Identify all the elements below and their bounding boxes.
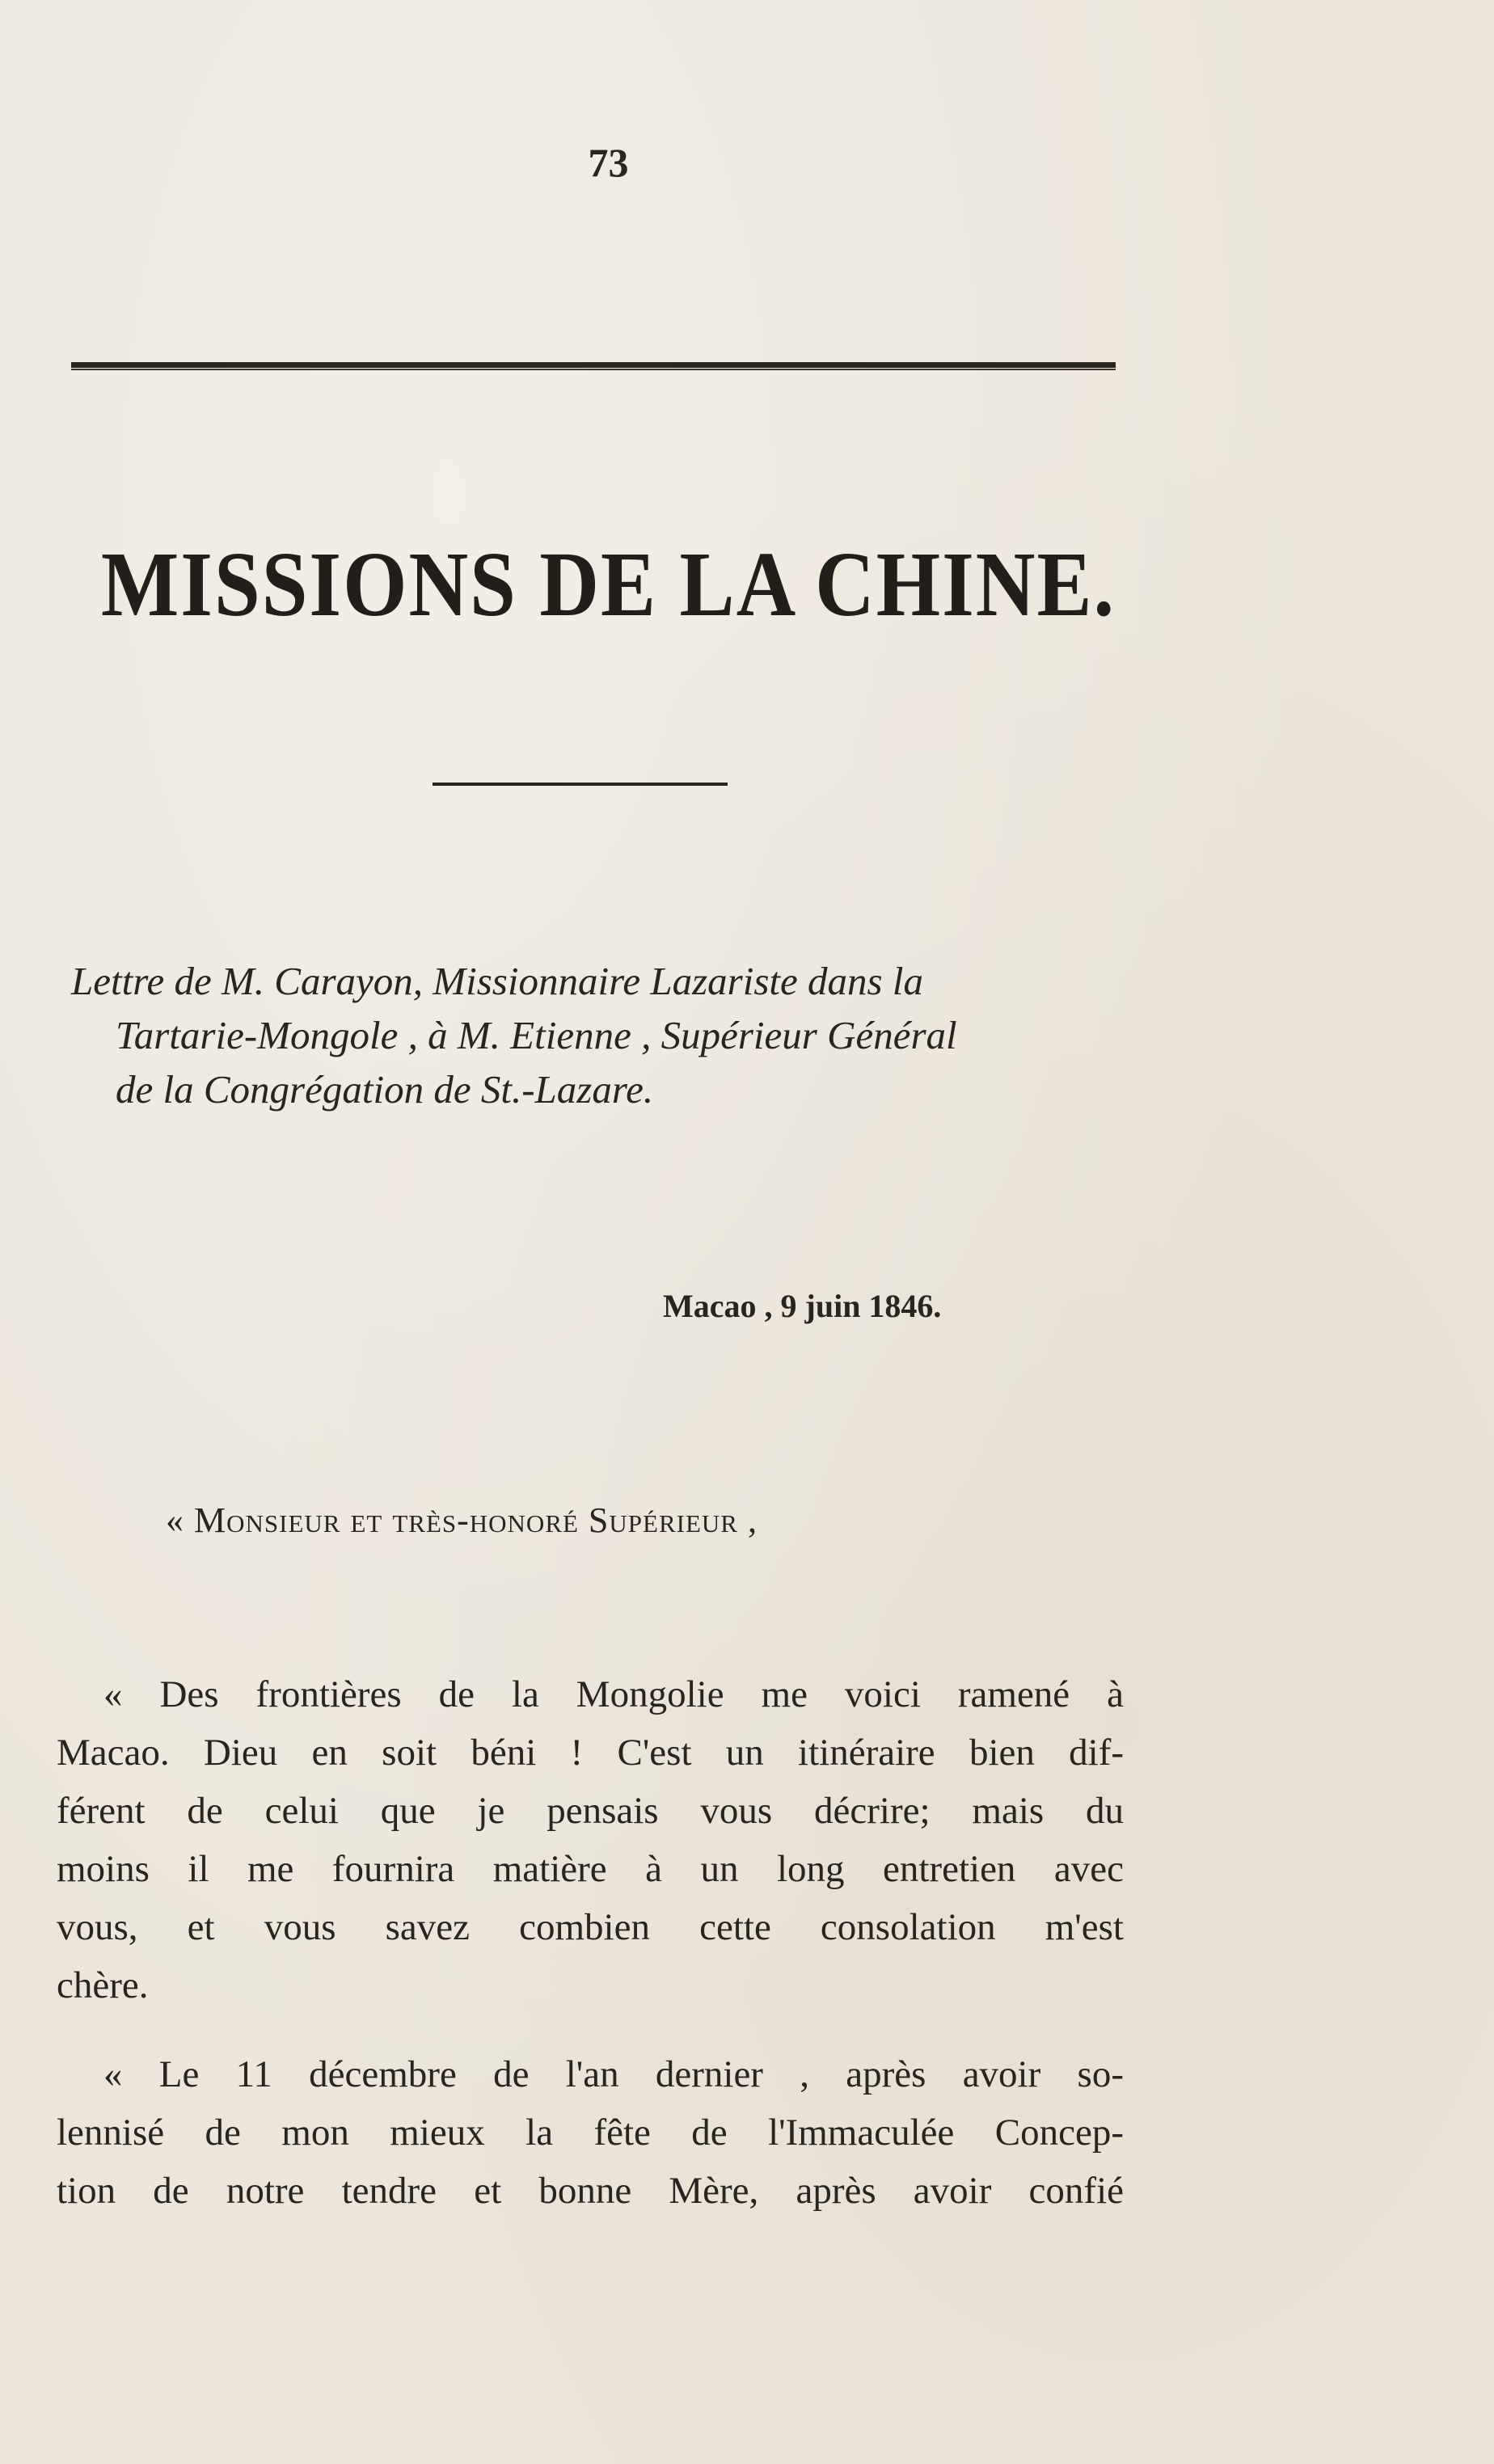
text-line: moins il me fournira matière à un long entretien avec [57, 1848, 1124, 1890]
paragraph-1 [57, 1665, 1124, 2015]
text-line: lennisé de mon mieux la fête de l'Immaculée Concep- [57, 2112, 1124, 2154]
section-title: MISSIONS DE LA CHINE. [101, 534, 1116, 636]
dateline: Macao , 9 juin 1846. [663, 1288, 942, 1324]
text-line: tion de notre tendre et bonne Mère, après avoir confié [57, 2170, 1124, 2212]
text-line: vous, et vous savez combien cette consolation m'est [57, 1906, 1124, 1948]
text-line: « Le 11 décembre de l'an dernier , après avoir so- [103, 2053, 1124, 2095]
page-number: 73 [588, 140, 629, 185]
text-line: chère. [57, 1964, 149, 2006]
text-line: férent de celui que je pensais vous décrire; mais du [57, 1790, 1124, 1832]
letter-heading-line: Tartarie-Mongole , à M. Etienne , Supérieur Général [116, 1013, 957, 1057]
header-rule [71, 362, 1116, 370]
text-line: « Des frontières de la Mongolie me voici ramené à [103, 1673, 1124, 1715]
letter-heading [71, 954, 1138, 1116]
salutation: « Monsieur et très-honoré Supérieur , [166, 1500, 758, 1540]
letter-heading-line: de la Congrégation de St.-Lazare. [116, 1067, 654, 1112]
paragraph-2 [57, 2045, 1124, 2220]
letter-heading-line: Lettre de M. Carayon, Missionnaire Lazariste dans la [71, 959, 923, 1003]
text-line: Macao. Dieu en soit béni ! C'est un itinéraire bien dif- [57, 1732, 1124, 1774]
title-divider [433, 783, 728, 786]
